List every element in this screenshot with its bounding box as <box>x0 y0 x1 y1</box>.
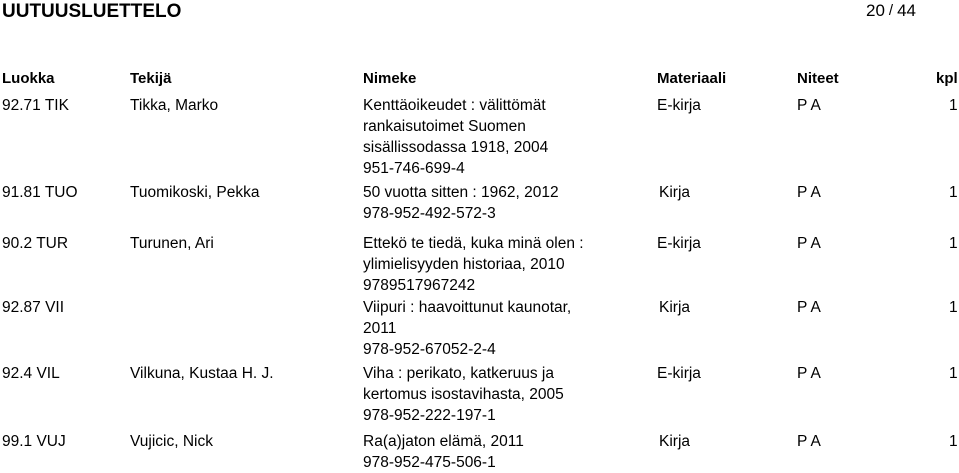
cell-luokka: 99.1 VUJ <box>2 433 66 450</box>
cell-niteet: P A <box>797 299 821 316</box>
page-separator: / <box>888 2 894 19</box>
cell-nimeke <box>363 233 584 296</box>
total-pages: 44 <box>897 1 917 20</box>
column-header-kpl: kpl <box>936 70 958 87</box>
cell-tekija: Vilkuna, Kustaa H. J. <box>130 365 274 382</box>
cell-niteet: P A <box>797 97 821 114</box>
column-header-nimeke: Nimeke <box>363 70 417 87</box>
nimeke-line: Ettekö te tiedä, kuka minä olen : <box>363 235 584 252</box>
cell-luokka: 92.87 VII <box>2 299 65 316</box>
cell-niteet: P A <box>797 184 821 201</box>
cell-niteet: P A <box>797 433 821 450</box>
nimeke-line: kertomus isostavihasta, 2005 <box>363 386 564 403</box>
cell-luokka: 91.81 TUO <box>2 184 78 201</box>
nimeke-line: ylimielisyyden historiaa, 2010 <box>363 256 565 273</box>
cell-niteet: P A <box>797 365 821 382</box>
column-header-luokka: Luokka <box>2 70 55 87</box>
column-header-tekija: Tekijä <box>130 70 172 87</box>
cell-kpl: 1 <box>949 97 958 114</box>
cell-nimeke <box>363 297 571 360</box>
cell-luokka: 92.4 VIL <box>2 365 60 382</box>
column-header-niteet: Niteet <box>797 70 839 87</box>
cell-tekija: Tikka, Marko <box>130 97 219 114</box>
nimeke-line: 951-746-699-4 <box>363 160 465 177</box>
cell-materiaali: E-kirja <box>657 365 701 382</box>
cell-nimeke <box>363 95 548 179</box>
nimeke-line: 9789517967242 <box>363 277 476 294</box>
page-number <box>866 1 916 21</box>
cell-materiaali: E-kirja <box>657 97 701 114</box>
cell-nimeke <box>363 431 524 473</box>
cell-nimeke <box>363 182 559 224</box>
nimeke-line: rankaisutoimet Suomen <box>363 118 526 135</box>
cell-kpl: 1 <box>949 235 958 252</box>
current-page: 20 <box>866 1 885 20</box>
cell-materiaali: Kirja <box>659 299 691 316</box>
cell-materiaali: E-kirja <box>657 235 701 252</box>
cell-tekija: Vujicic, Nick <box>130 433 213 450</box>
cell-niteet: P A <box>797 235 821 252</box>
cell-kpl: 1 <box>949 365 958 382</box>
cell-tekija: Turunen, Ari <box>130 235 214 252</box>
nimeke-line: Viipuri : haavoittunut kaunotar, <box>363 299 572 316</box>
nimeke-line: 978-952-475-506-1 <box>363 454 496 471</box>
nimeke-line: 978-952-492-572-3 <box>363 205 496 222</box>
page-title: UUTUUSLUETTELO <box>2 1 182 22</box>
column-header-materiaali: Materiaali <box>657 70 727 87</box>
nimeke-line: sisällissodassa 1918, 2004 <box>363 139 549 156</box>
nimeke-line: Ra(a)jaton elämä, 2011 <box>363 433 524 450</box>
cell-luokka: 92.71 TIK <box>2 97 69 114</box>
nimeke-line: Viha : perikato, katkeruus ja <box>363 365 554 382</box>
cell-kpl: 1 <box>949 299 958 316</box>
cell-kpl: 1 <box>949 433 958 450</box>
cell-materiaali: Kirja <box>659 184 691 201</box>
cell-tekija: Tuomikoski, Pekka <box>130 184 260 201</box>
cell-kpl: 1 <box>949 184 958 201</box>
nimeke-line: 978-952-67052-2-4 <box>363 341 496 358</box>
nimeke-line: 2011 <box>363 320 397 337</box>
nimeke-line: Kenttäoikeudet : välittömät <box>363 97 546 114</box>
nimeke-line: 978-952-222-197-1 <box>363 407 496 424</box>
nimeke-line: 50 vuotta sitten : 1962, 2012 <box>363 184 559 201</box>
cell-nimeke <box>363 363 564 426</box>
cell-luokka: 90.2 TUR <box>2 235 69 252</box>
cell-materiaali: Kirja <box>659 433 691 450</box>
